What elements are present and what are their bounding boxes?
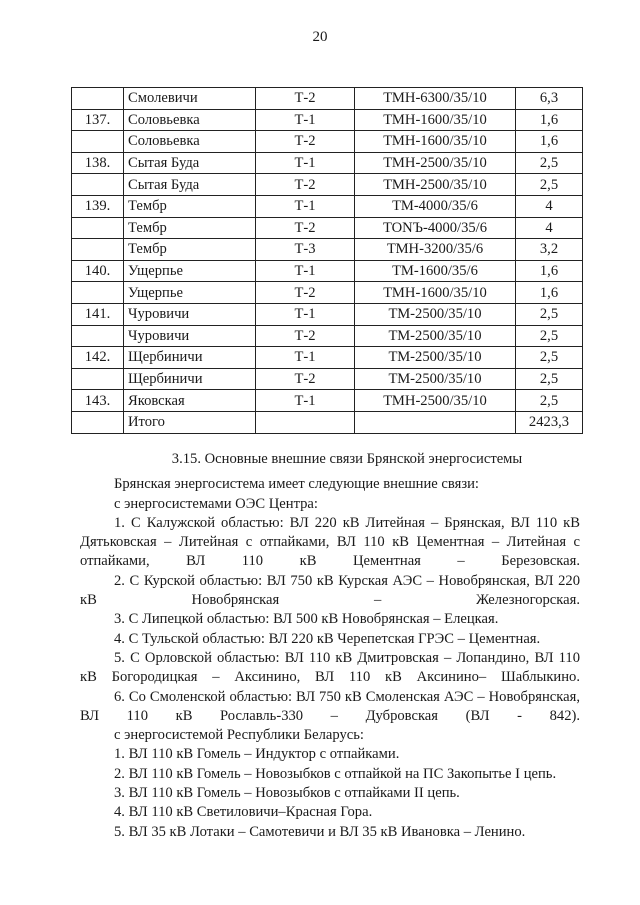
group1-item-4: 4. С Тульской областью: ВЛ 220 кВ Черепетская ГРЭС – Цементная.: [114, 630, 541, 647]
capacity-value: 1,6: [516, 282, 583, 304]
transformer-type: ТМ-2500/35/10: [355, 347, 516, 369]
table-body: [72, 88, 583, 434]
row-number: [72, 411, 124, 433]
transformer-type: ТМ-2500/35/10: [355, 325, 516, 347]
transformer-table: [71, 87, 583, 434]
row-number: 137.: [72, 109, 124, 131]
row-number: [72, 88, 124, 110]
table-row: [72, 174, 583, 196]
row-number: 138.: [72, 152, 124, 174]
capacity-value: 2,5: [516, 325, 583, 347]
transformer-type: ТМН-1600/35/10: [355, 109, 516, 131]
capacity-value: 2,5: [516, 174, 583, 196]
substation-name: Ущерпье: [124, 282, 256, 304]
transformer-id: Т-2: [256, 217, 355, 239]
substation-name: Тембр: [124, 195, 256, 217]
table-row: [72, 368, 583, 390]
page-number: 20: [312, 29, 328, 45]
transformer-type: ТМН-2500/35/10: [355, 174, 516, 196]
substation-name: Щербиничи: [124, 347, 256, 369]
substation-name: Сытая Буда: [124, 152, 256, 174]
transformer-id: Т-1: [256, 260, 355, 282]
substation-name: Соловьевка: [124, 131, 256, 153]
table-row: [72, 282, 583, 304]
substation-name: Тембр: [124, 239, 256, 261]
row-number: 140.: [72, 260, 124, 282]
group1-item-1: 1. С Калужской областью: ВЛ 220 кВ Литейная – Брянская, ВЛ 110 кВ Дятьковская – Литейная с отпайками, ВЛ 110 кВ Цементная – Литейная с отпайками, ВЛ 110 кВ Цементная – Березовская.: [80, 514, 580, 570]
row-number: [72, 325, 124, 347]
transformer-id: Т-1: [256, 195, 355, 217]
transformer-type: ТМ-2500/35/10: [355, 303, 516, 325]
substation-name: Яковская: [124, 390, 256, 412]
group1-item-6: 6. Со Смоленской областью: ВЛ 750 кВ Смоленская АЭС – Новобрянская, ВЛ 110 кВ Рославль-330 – Дубровская (ВЛ - 842).: [80, 688, 580, 724]
group2-item-5: 5. ВЛ 35 кВ Лотаки – Самотевичи и ВЛ 35 кВ Ивановка – Ленино.: [114, 823, 526, 840]
row-number: [72, 131, 124, 153]
capacity-value: 4: [516, 195, 583, 217]
group2-item-2: 2. ВЛ 110 кВ Гомель – Новозыбков с отпайкой на ПС Закопытье I цепь.: [114, 765, 557, 782]
row-number: 143.: [72, 390, 124, 412]
capacity-value: 1,6: [516, 109, 583, 131]
group1-item-2: 2. С Курской областью: ВЛ 750 кВ Курская АЭС – Новобрянская, ВЛ 220 кВ Новобрянская – Железногорская.: [80, 572, 580, 609]
transformer-type: ТМН-1600/35/10: [355, 131, 516, 153]
substation-name: Смолевичи: [124, 88, 256, 110]
group1-item-5: 5. С Орловской областью: ВЛ 110 кВ Дмитровская – Лопандино, ВЛ 110 кВ Богородицкая – Аксинино, ВЛ 110 кВ Аксинино– Шаблыкино.: [80, 649, 580, 686]
transformer-id: [256, 411, 355, 433]
capacity-value: 3,2: [516, 239, 583, 261]
table-row: [72, 239, 583, 261]
table-row: [72, 195, 583, 217]
transformer-id: Т-2: [256, 131, 355, 153]
transformer-id: Т-2: [256, 282, 355, 304]
row-number: [72, 282, 124, 304]
substation-name: Чуровичи: [124, 325, 256, 347]
capacity-value: 1,6: [516, 131, 583, 153]
table-row: [72, 217, 583, 239]
capacity-value: 2,5: [516, 347, 583, 369]
transformer-id: Т-1: [256, 390, 355, 412]
table-row: [72, 325, 583, 347]
table-row: [72, 411, 583, 433]
capacity-value: 2423,3: [516, 411, 583, 433]
transformer-type: ТМ-1600/35/6: [355, 260, 516, 282]
group2-item-3: 3. ВЛ 110 кВ Гомель – Новозыбков с отпайками II цепь.: [114, 785, 460, 802]
substation-name: Ущерпье: [124, 260, 256, 282]
transformer-id: Т-1: [256, 109, 355, 131]
transformer-type: ТМН-3200/35/6: [355, 239, 516, 261]
transformer-type: ТМН-1600/35/10: [355, 282, 516, 304]
table-row: [72, 260, 583, 282]
substation-name: Сытая Буда: [124, 174, 256, 196]
transformer-type: ТМН-2500/35/10: [355, 390, 516, 412]
table-row: [72, 131, 583, 153]
row-number: 141.: [72, 303, 124, 325]
capacity-value: 2,5: [516, 390, 583, 412]
transformer-id: Т-2: [256, 174, 355, 196]
row-number: [72, 174, 124, 196]
table-row: [72, 88, 583, 110]
transformer-type: ТМ-4000/35/6: [355, 195, 516, 217]
group1-label: с энергосистемами ОЭС Центра:: [114, 495, 318, 512]
substation-name: Чуровичи: [124, 303, 256, 325]
transformer-type: TONЪ-4000/35/6: [355, 217, 516, 239]
transformer-id: Т-2: [256, 88, 355, 110]
group1-item-3: 3. С Липецкой областью: ВЛ 500 кВ Новобрянская – Елецкая.: [114, 611, 499, 628]
row-number: 142.: [72, 347, 124, 369]
capacity-value: 6,3: [516, 88, 583, 110]
table-row: [72, 347, 583, 369]
capacity-value: 1,6: [516, 260, 583, 282]
row-number: [72, 239, 124, 261]
transformer-type: [355, 411, 516, 433]
row-number: [72, 368, 124, 390]
table-row: [72, 390, 583, 412]
transformer-id: Т-2: [256, 325, 355, 347]
transformer-id: Т-2: [256, 368, 355, 390]
row-number: [72, 217, 124, 239]
transformer-id: Т-1: [256, 347, 355, 369]
transformer-id: Т-1: [256, 303, 355, 325]
row-number: 139.: [72, 195, 124, 217]
substation-name: Щербиничи: [124, 368, 256, 390]
capacity-value: 2,5: [516, 152, 583, 174]
table-row: [72, 303, 583, 325]
intro-text: Брянская энергосистема имеет следующие внешние связи:: [114, 476, 479, 493]
section-heading: 3.15. Основные внешние связи Брянской энергосистемы: [171, 451, 523, 467]
group2-item-1: 1. ВЛ 110 кВ Гомель – Индуктор с отпайками.: [114, 746, 400, 763]
transformer-id: Т-3: [256, 239, 355, 261]
substation-name: Тембр: [124, 217, 256, 239]
section-text: [80, 450, 580, 842]
capacity-value: 4: [516, 217, 583, 239]
transformer-type: ТМН-6300/35/10: [355, 88, 516, 110]
table-row: [72, 152, 583, 174]
group2-label: с энергосистемой Республики Беларусь:: [114, 727, 364, 744]
capacity-value: 2,5: [516, 368, 583, 390]
substation-name: Соловьевка: [124, 109, 256, 131]
group2-item-4: 4. ВЛ 110 кВ Светиловичи–Красная Гора.: [114, 804, 373, 821]
transformer-type: ТМ-2500/35/10: [355, 368, 516, 390]
table-row: [72, 109, 583, 131]
transformer-type: ТМН-2500/35/10: [355, 152, 516, 174]
substation-name: Итого: [124, 411, 256, 433]
capacity-value: 2,5: [516, 303, 583, 325]
transformer-id: Т-1: [256, 152, 355, 174]
